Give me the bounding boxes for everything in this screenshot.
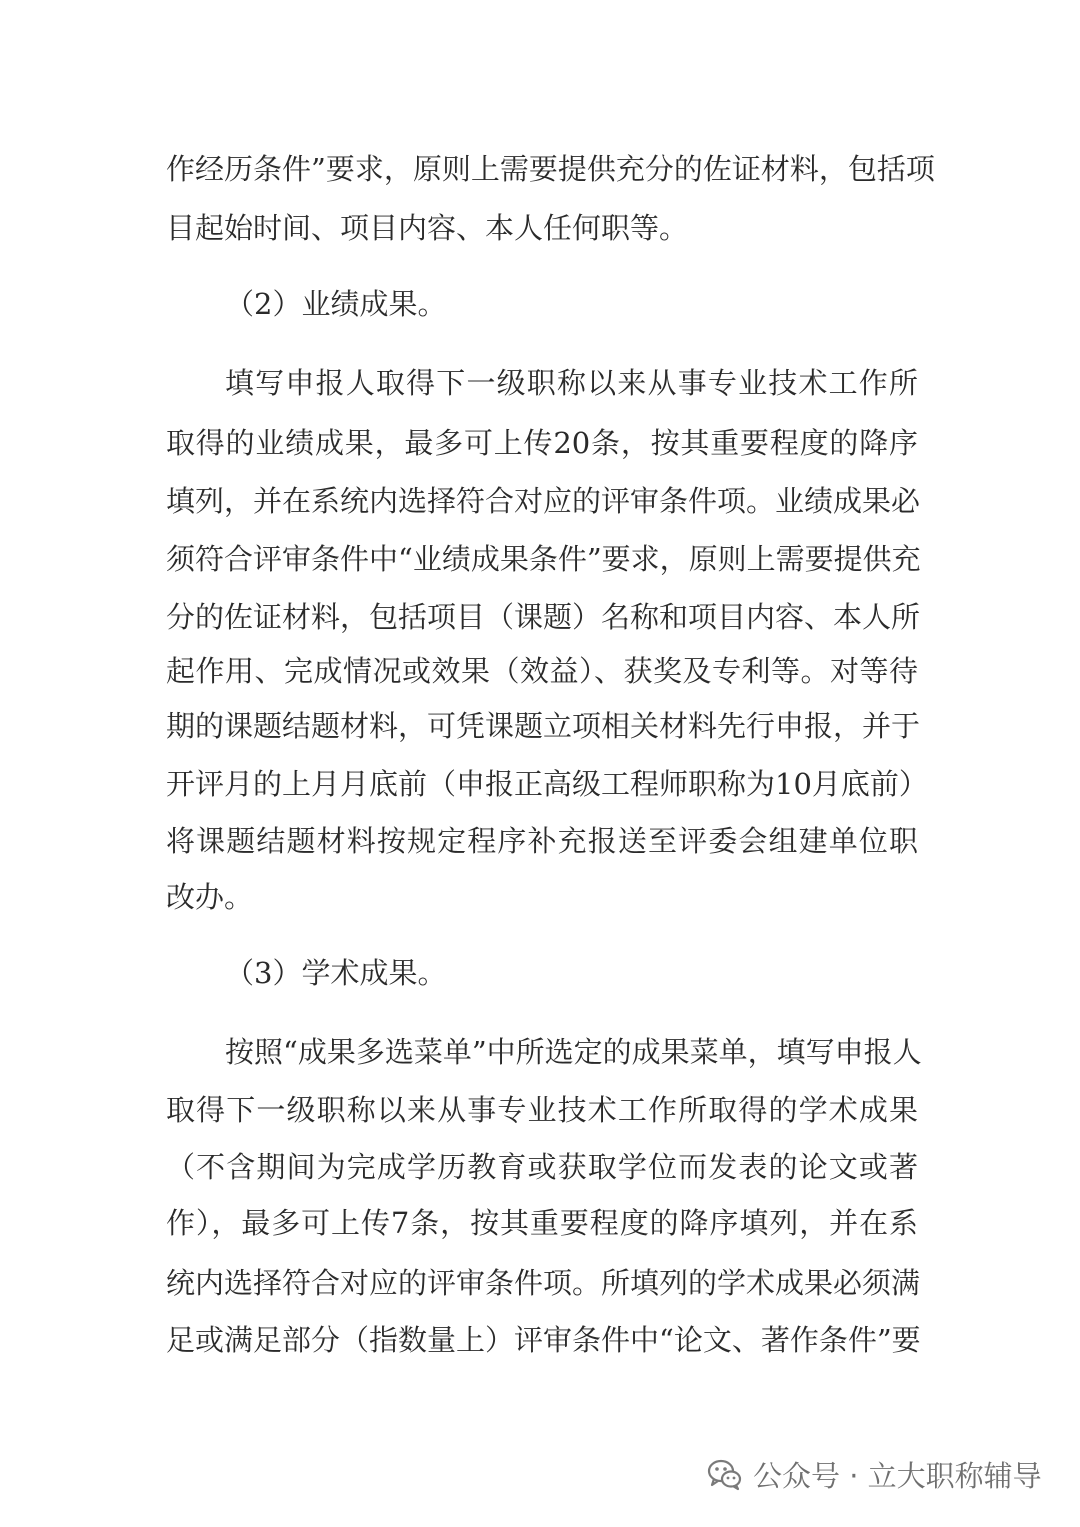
section3-line-2: 取得下一级职称以来从事专业技术工作所取得的学术成果 <box>166 1093 918 1127</box>
section3-line-3: （不含期间为完成学历教育或获取学位而发表的论文或著 <box>166 1150 918 1184</box>
section2-line-5: 分的佐证材料，包括项目（课题）名称和项目内容、本人所 <box>166 600 921 634</box>
watermark-text: 公众号 · 立大职称辅导 <box>753 1458 1042 1493</box>
section2-line-3: 填列，并在系统内选择符合对应的评审条件项。业绩成果必 <box>166 484 921 518</box>
section2-line-8: 开评月的上月月底前（申报正高级工程师职称为10月底前） <box>166 767 928 801</box>
wechat-icon <box>705 1454 745 1494</box>
section2-line-9: 将课题结题材料按规定程序补充报送至评委会组建单位职 <box>166 824 918 858</box>
section2-heading: （2）业绩成果。 <box>225 287 447 321</box>
section3-line-4: 作），最多可上传7条，按其重要程度的降序填列，并在系 <box>166 1206 918 1240</box>
section2-line-7: 期的课题结题材料，可凭课题立项相关材料先行申报，并于 <box>166 709 921 743</box>
intro-line-2: 目起始时间、项目内容、本人任何职等。 <box>166 211 689 245</box>
intro-line-1: 作经历条件”要求，原则上需要提供充分的佐证材料，包括项 <box>166 152 935 186</box>
section3-heading: （3）学术成果。 <box>225 956 447 990</box>
section2-line-4: 须符合评审条件中“业绩成果条件”要求，原则上需要提供充 <box>166 542 921 576</box>
section2-line-2: 取得的业绩成果，最多可上传20条，按其重要程度的降序 <box>166 426 918 460</box>
section3-line-6: 足或满足部分（指数量上）评审条件中“论文、著作条件”要 <box>166 1323 921 1357</box>
section3-line-5: 统内选择符合对应的评审条件项。所填列的学术成果必须满 <box>166 1266 921 1300</box>
section2-line-10: 改办。 <box>166 880 254 914</box>
section2-line-1: 填写申报人取得下一级职称以来从事专业技术工作所 <box>225 366 918 400</box>
section3-line-1: 按照“成果多选菜单”中所选定的成果菜单，填写申报人 <box>225 1035 922 1069</box>
watermark <box>705 1446 1042 1502</box>
section2-line-6: 起作用、完成情况或效果（效益）、获奖及专利等。对等待 <box>166 654 918 688</box>
